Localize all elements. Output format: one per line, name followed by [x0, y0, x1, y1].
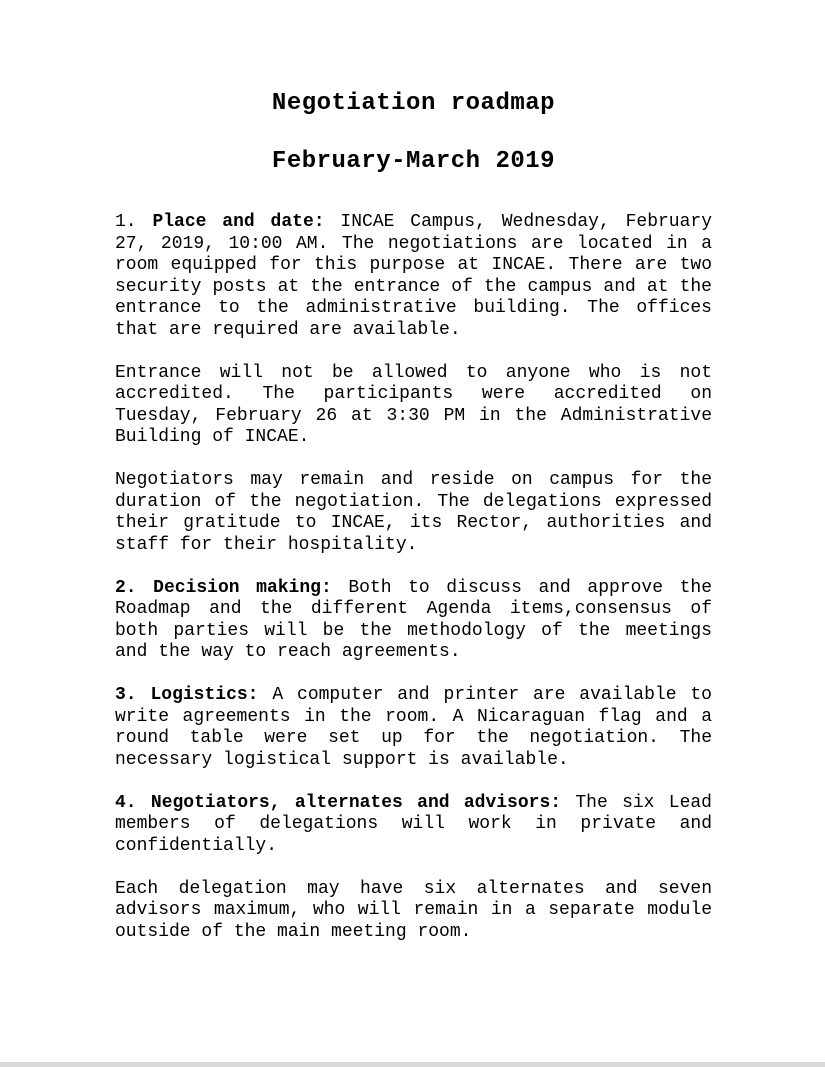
paragraph-text: Entrance will not be allowed to anyone who is not accredited. The participants were accredited on Tuesday, February 26 at 3:30 PM in the Administrative Building of INCAE.: [115, 362, 712, 447]
document-subtitle: February-March 2019: [271, 148, 556, 175]
paragraph-accreditation: [115, 363, 712, 449]
paragraph-text: INCAE Campus, Wednesday, February 27, 2019, 10:00 AM. The negotiations are located in a room equipped for this purpose at INCAE. There are two security posts at the entrance of the campus and at the entrance to the administrative building. The offices that are required are available.: [115, 212, 713, 340]
paragraph-heading-negotiators: 4. Negotiators, alternates and advisors:: [115, 792, 562, 813]
paragraph-heading-place-and-date: Place and date:: [152, 212, 325, 232]
paragraph-heading-decision-making: 2. Decision making:: [115, 577, 332, 598]
paragraph-heading-logistics: 3. Logistics:: [115, 685, 259, 705]
paragraph-logistics: [115, 685, 712, 771]
paragraph-text: Both to discuss and approve the Roadmap and the different Agenda items,consensus of both parties will be the methodology of the meetings and the way to reach agreements.: [115, 577, 713, 662]
paragraph-place-and-date: [115, 212, 712, 341]
paragraph-decision-making: [115, 578, 712, 664]
paragraph-text: A computer and printer are available to write agreements in the room. A Nicaraguan flag and a round table were set up for the negotiation. The necessary logistical support is available.: [115, 685, 712, 770]
paragraph-number: 1.: [115, 212, 153, 232]
page-bottom-edge: [0, 1062, 825, 1067]
paragraph-text: The six Lead members of delegations will work in private and confidentially.: [115, 792, 712, 856]
paragraph-text: Negotiators may remain and reside on campus for the duration of the negotiation. The delegations expressed their gratitude to INCAE, its Rector, authorities and staff for their hospitality.: [115, 470, 712, 555]
paragraph-alternates-advisors: [115, 879, 712, 944]
document-body: [115, 212, 712, 943]
paragraph-text: Each delegation may have six alternates and seven advisors maximum, who will remain in a separate module outside of the main meeting room.: [115, 878, 712, 942]
paragraph-residence: [115, 470, 712, 556]
paragraph-negotiators: [115, 793, 712, 858]
document-title: Negotiation roadmap: [271, 90, 556, 117]
